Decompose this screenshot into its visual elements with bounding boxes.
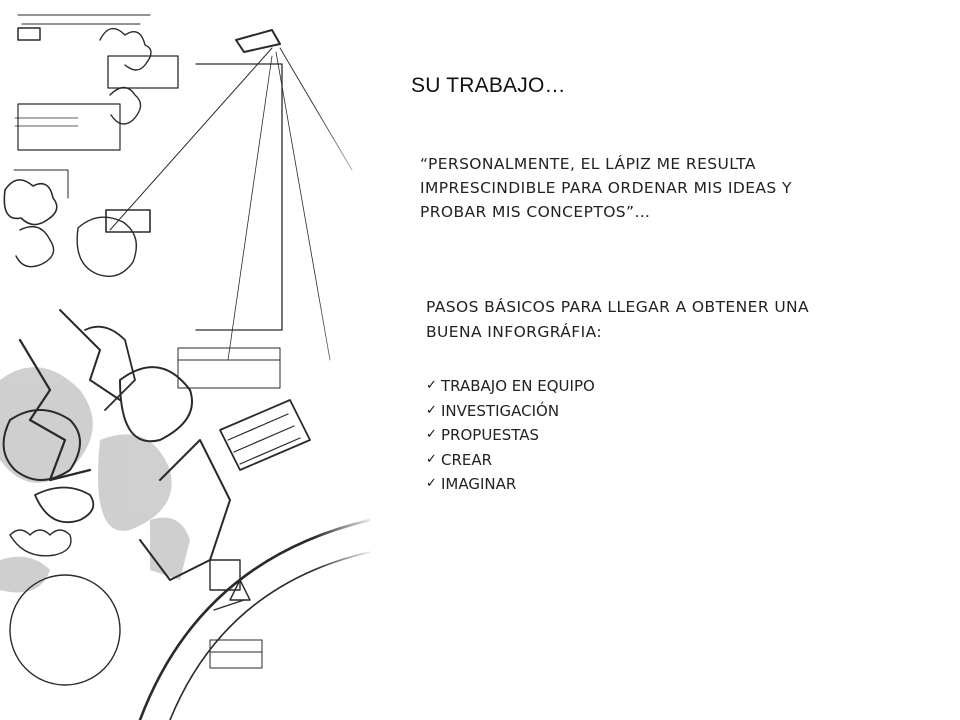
step-label: INVESTIGACIÓN [441,401,560,420]
step-label: CREAR [441,450,493,469]
checkmark-icon: ✓ [426,427,437,442]
pencil-sketch-illustration [0,0,370,720]
step-label: PROPUESTAS [441,426,540,444]
slide-title: SU TRABAJO… [411,74,566,97]
list-item [426,423,595,448]
list-item [426,472,595,497]
list-item [426,448,595,473]
checkmark-icon: ✓ [426,402,437,418]
checkmark-icon: ✓ [426,451,437,467]
list-item [426,399,595,424]
quote-text: “PERSONALMENTE, EL LÁPIZ ME RESULTA IMPRESCINDIBLE PARA ORDENAR MIS IDEAS Y PROBAR MIS CONCEPTOS”… [420,155,792,221]
checkmark-icon: ✓ [426,476,437,491]
list-item [426,374,595,399]
step-label: IMAGINAR [441,475,517,493]
checkmark-icon: ✓ [426,378,437,393]
steps-intro: PASOS BÁSICOS PARA LLEGAR A OBTENER UNA BUENA INFORGRÁFIA: [426,298,810,341]
steps-list [426,374,595,497]
step-label: TRABAJO EN EQUIPO [441,377,595,395]
